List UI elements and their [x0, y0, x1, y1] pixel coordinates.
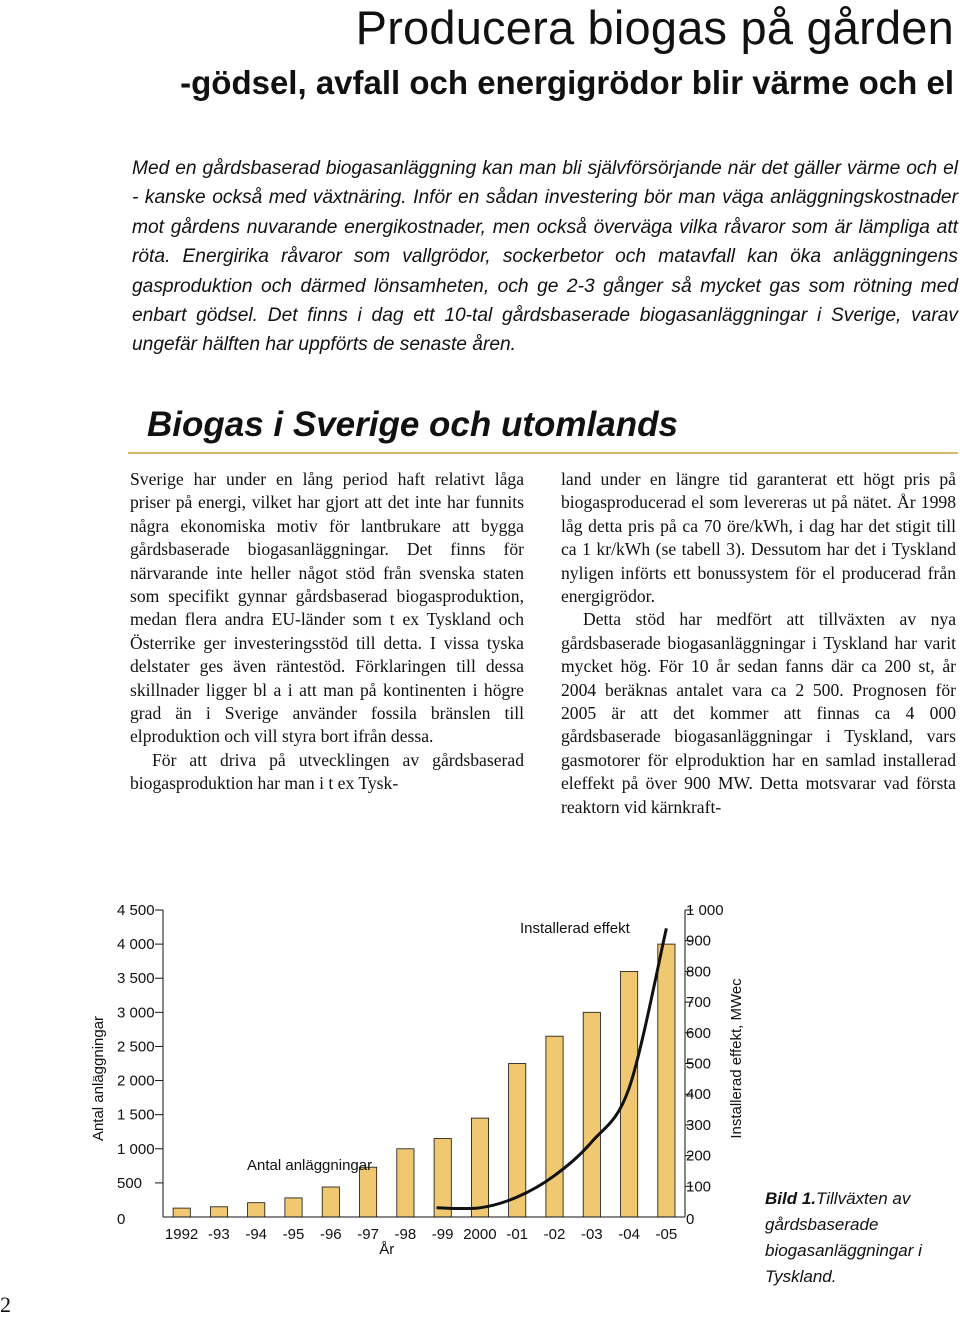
x-tick-label: -01 — [506, 1226, 529, 1243]
left-column — [130, 468, 524, 796]
bar--96 — [322, 1187, 339, 1217]
page-number: 2 — [0, 1292, 11, 1317]
bar--99 — [434, 1139, 451, 1218]
y-axis-label: Antal anläggningar — [90, 1015, 107, 1142]
page-title: Producera biogas på gården — [355, 1, 954, 54]
left-paragraph-2: För att driva på utvecklingen av gårdsbaserad biogasproduktion har man i t ex Tysk- — [130, 749, 524, 794]
bar--94 — [248, 1203, 265, 1217]
bar--05 — [658, 944, 675, 1217]
bar-1992 — [173, 1208, 190, 1217]
left-paragraph-1: Sverige har under en lång period haft relativt låga priser på energi, vilket har gjort att det inte har funnits några ekonomiska motiv för lantbrukare att bygga gårdsbaserade biogasanläggningar. Det finns för närvarande inte heller något stöd från svenska staten som specifikt gynnar gårdsbaserad biogasproduktion, medan flera andra EU-länder som t ex Tyskland och Österrike ger investeringsstöd till detta. I vissa tyska delstater ges även räntestöd. Förklaringen till dessa skillnader ligger bl a i att man på kontinenten i högre grad än i Sverige använder fossila bränslen till elproduktion och vill styra bort ifrån dessa. — [130, 469, 524, 747]
y2-axis-label: Installerad effekt, MWec — [728, 978, 745, 1139]
x-tick-label: 2000 — [463, 1226, 497, 1243]
x-axis-label: År — [379, 1241, 395, 1258]
bar--04 — [621, 971, 638, 1217]
right-tick-label: 1 000 — [686, 902, 724, 919]
x-tick-label: -97 — [357, 1226, 379, 1243]
annotation-installed-effect: Installerad effekt — [520, 920, 630, 937]
x-tick-label: -05 — [655, 1226, 678, 1243]
right-tick-label: 800 — [686, 963, 712, 981]
x-tick-label: -99 — [431, 1226, 454, 1243]
x-tick-label: -96 — [319, 1226, 342, 1243]
left-tick-label: 3 500 — [117, 970, 155, 988]
x-tick-label: -95 — [282, 1226, 305, 1243]
right-tick-label: 200 — [686, 1147, 712, 1165]
heading-rule — [128, 452, 958, 454]
bar--95 — [285, 1198, 302, 1217]
left-tick-label: 2 500 — [117, 1038, 155, 1056]
right-tick-label: 0 — [686, 1211, 695, 1228]
right-tick-label: 100 — [686, 1178, 712, 1196]
left-tick-label: 2 000 — [117, 1072, 155, 1090]
right-tick-label: 600 — [686, 1024, 712, 1042]
left-tick-label: 4 000 — [117, 936, 155, 954]
left-tick-label: 500 — [117, 1174, 143, 1192]
section-heading: Biogas i Sverige och utomlands — [147, 405, 678, 444]
right-tick-label: 700 — [686, 994, 712, 1012]
page-subtitle: -gödsel, avfall och energigrödor blir värme och el — [180, 64, 954, 101]
right-y-ticks — [685, 902, 724, 1228]
x-tick-labels — [165, 1226, 677, 1243]
left-y-ticks — [117, 902, 163, 1228]
right-tick-label: 400 — [686, 1086, 712, 1104]
caption-text: Tillväxten av gårdsbaserade biogasanläggningar i Tyskland. — [765, 1189, 922, 1286]
annotation-plant-count: Antal anläggningar — [247, 1157, 373, 1174]
x-tick-label: -03 — [580, 1226, 603, 1243]
bar--03 — [583, 1012, 600, 1217]
left-tick-label: 0 — [117, 1211, 126, 1228]
right-paragraph-2: Detta stöd har medfört att tillväxten av nya gårdsbaserade biogasanläggningar i Tyskland har varit mycket hög. För 10 år sedan fanns där ca 200 st, år 2004 beräknas antalet vara ca 2 500. Prognosen för 2005 är att det kommer att finnas ca 4 000 gårdsbaserade biogasanläggningar i Tyskland, vars gasmotorer för elproduktion har en samlad installerad eleffekt på över 900 MW. Detta motsvarar vad första reaktorn vid kärnkraft- — [561, 609, 956, 817]
intro-paragraph: Med en gårdsbaserad biogasanläggning kan man bli självförsörjande när det gäller värme och el - kanske också med växtnäring. Inför en sådan investering bör man väga anläggningskostnader mot gårdens nuvarande energikostnader, men också överväga vilka råvaror som är lämpliga att röta. Energirika råvaror som vallgrödor, sockerbetor och matavfall kan öka anläggningens gasproduktion och därmed lönsamheten, och ge 2-3 gånger så mycket gas som rötning med enbart gödsel. Det finns i dag ett 10-tal gårdsbaserade biogasanläggningar i Sverige, varav ungefär hälften har uppförts de senaste åren. — [132, 158, 958, 356]
left-tick-label: 1 500 — [117, 1106, 155, 1124]
caption-label: Bild 1. — [765, 1189, 817, 1208]
bar-series — [173, 944, 675, 1217]
right-paragraph-1: land under en längre tid garanterat ett högt pris på biogasproducerad el som levereras ut på nätet. År 1998 låg detta pris på ca 70 öre/kWh, i dag har det stigit till ca 1 kr/kWh (se tabell 3). Dessutom har det i Tyskland nyligen införts ett bonussystem för el producerad från energigrödor. — [561, 469, 956, 607]
x-tick-label: -93 — [208, 1226, 230, 1243]
x-tick-label: -94 — [245, 1226, 268, 1243]
x-tick-label: -02 — [543, 1226, 566, 1243]
bar-2000 — [471, 1118, 488, 1217]
left-tick-label: 3 000 — [117, 1004, 155, 1022]
growth-chart — [0, 880, 760, 1280]
bar--98 — [397, 1149, 414, 1217]
bar--02 — [546, 1036, 563, 1217]
right-tick-label: 900 — [686, 932, 712, 950]
figure-caption — [765, 1186, 960, 1290]
right-tick-label: 300 — [686, 1116, 712, 1134]
right-tick-label: 500 — [686, 1055, 712, 1073]
bar--97 — [360, 1167, 377, 1217]
x-tick-label: -04 — [618, 1226, 640, 1243]
x-tick-label: 1992 — [164, 1226, 199, 1243]
left-tick-label: 4 500 — [117, 902, 155, 919]
x-tick-label: -98 — [394, 1226, 417, 1243]
left-tick-label: 1 000 — [117, 1140, 155, 1158]
right-column — [561, 468, 956, 819]
bar--93 — [210, 1207, 227, 1217]
